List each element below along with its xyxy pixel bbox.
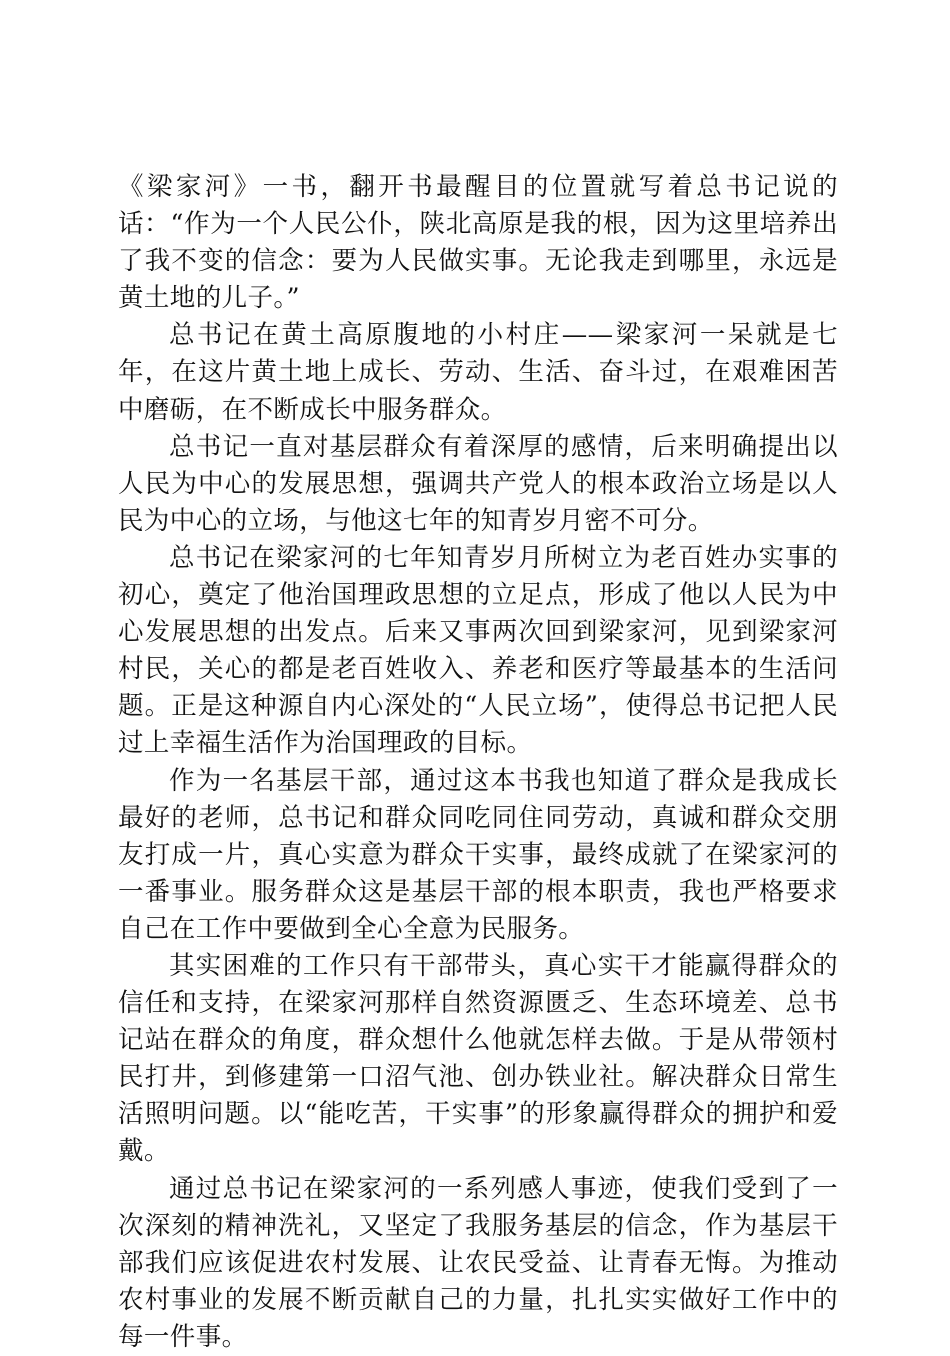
paragraph-seven-years: 总书记在黄土高原腹地的小村庄——梁家河一呆就是七年，在这片黄土地上成长、劳动、生活、奋斗过，在艰难困苦中磨砺，在不断成长中服务群众。 xyxy=(118,320,838,425)
paragraph-people-centered: 总书记一直对基层群众有着深厚的感情，后来明确提出以人民为中心的发展思想，强调共产党人的根本政治立场是以人民为中心的立场，与他这七年的知青岁月密不可分。 xyxy=(118,431,838,536)
document-body xyxy=(118,169,838,1356)
paragraph-quote: 《梁家河》一书，翻开书最醒目的位置就写着总书记说的话：“作为一个人民公仆，陕北高原是我的根，因为这里培养出了我不变的信念：要为人民做实事。无论我走到哪里，永远是黄土地的儿子。” xyxy=(118,172,838,314)
paragraph-original-aspiration: 总书记在梁家河的七年知青岁月所树立为老百姓办实事的初心，奠定了他治国理政思想的立足点，形成了他以人民为中心发展思想的出发点。后来又事两次回到梁家河，见到梁家河村民，关心的都是老百姓收入、养老和医疗等最基本的生活问题。正是这种源自内心深处的“人民立场”，使得总书记把人民过上幸福生活作为治国理政的目标。 xyxy=(118,542,838,759)
paragraph-grassroots-cadre: 作为一名基层干部，通过这本书我也知道了群众是我成长最好的老师，总书记和群众同吃同住同劳动，真诚和群众交朋友打成一片，真心实意为群众干实事，最终成就了在梁家河的一番事业。服务群众这是基层干部的根本职责，我也严格要求自己在工作中要做到全心全意为民服务。 xyxy=(118,765,838,944)
paragraph-lead-by-example: 其实困难的工作只有干部带头，真心实干才能赢得群众的信任和支持，在梁家河那样自然资源匮乏、生态环境差、总书记站在群众的角度，群众想什么他就怎样去做。于是从带领村民打井，到修建第一口沼气池、创办铁业社。解决群众日常生活照明问题。以“能吃苦，干实事”的形象赢得群众的拥护和爱戴。 xyxy=(118,950,838,1167)
paragraph-conclusion: 通过总书记在梁家河的一系列感人事迹，使我们受到了一次深刻的精神洗礼，又坚定了我服务基层的信念，作为基层干部我们应该促进农村发展、让农民受益、让青春无悔。为推动农村事业的发展不断贡献自己的力量，扎扎实实做好工作中的每一件事。 xyxy=(118,1173,838,1352)
